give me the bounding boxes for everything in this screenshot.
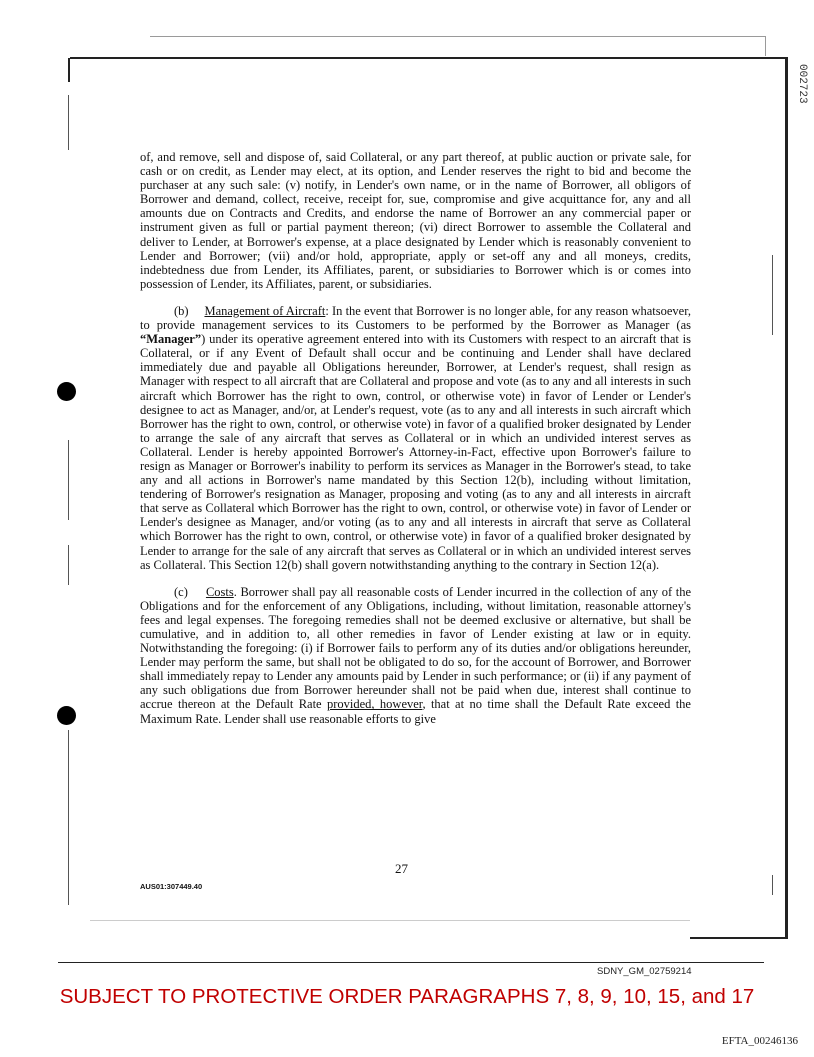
margin-tick — [68, 95, 69, 150]
section-label: (b) — [174, 303, 189, 318]
binder-hole-mark — [57, 706, 76, 725]
margin-tick — [772, 255, 773, 335]
paragraph-text: . Borrower shall pay all reasonable costs of Lender incurred in the collection of any of the Obligations and for the enforcement of any Obligations, including, without limitation, reasonable attorney's fees and legal expenses. The foregoing remedies shall not be deemed exclusive or alternative, but shall be cumulative, and in addition to, all other remedies in favor of Lender existing at law or in equity. Notwithstanding the foregoing: (i) if Borrower fails to perform any of its duties and/or obligations hereunder, Lender may perform the same, but shall not be obligated to do so, for the account of Borrower, and Borrower shall immediately repay to Lender any amounts paid by Lender in such performance; or (ii) if any payment of any such obligations due from Borrower hereunder shall not be paid when due, interest shall continue to accrue thereon at the Default Rate — [140, 584, 692, 712]
document-code: AUS01:307449.40 — [140, 882, 203, 891]
section-label: (c) — [174, 584, 188, 599]
document-body — [140, 150, 691, 739]
section-heading: Costs — [205, 584, 234, 599]
scan-frame-right — [785, 57, 788, 939]
footer-rule — [58, 962, 764, 963]
scan-right-edge-top — [765, 36, 766, 56]
margin-tick — [68, 440, 69, 520]
paragraph-remedies-continued: of, and remove, sell and dispose of, said Collateral, or any part thereof, at public auction or private sale, for cash or on credit, as Lender may elect, at its option, and Lender reserves the right to bid and become the purchaser at any such sale: (v) notify, in Lender's own name, or in the name of Borrower, all obligors of Borrower and demand, collect, receive, receipt for, sue, compromise and give acquittance for, any and all amounts due on Contracts and Credits, and endorse the name of Borrower an any commercial paper or instrument given as full or partial payment thereon; (vi) direct Borrower to assemble the Collateral and deliver to Lender, at Borrower's expense, at a place designated by Lender which is reasonably convenient to Lender and Borrower; (vii) and/or hold, appropriate, apply or set-off any and all moneys, credits, indebtedness due from Lender, its Affiliates, parent, or subsidiaries to Borrower which is or comes into possession of Lender, its Affiliates, parent, or subsidiaries. — [140, 150, 691, 291]
scan-frame-bottom — [690, 937, 787, 939]
margin-tick — [68, 730, 69, 905]
binder-hole-mark — [57, 382, 76, 401]
proviso-term: provided, however — [326, 697, 423, 712]
margin-tick — [772, 875, 773, 895]
bates-number: SDNY_GM_02759214 — [597, 966, 692, 977]
paragraph-text: : In the event that Borrower is no longer able, for any reason whatsoever, to provide management services to its Customers to be performed by the Borrower as Manager (as — [140, 303, 691, 333]
paragraph-text: ) under its operative agreement entered into with its Customers with respect to an aircraft that is Collateral, or if any Event of Default shall occur and be continuing and Lender shall have declared immediately due and payable all Obligations hereunder, Borrower, at Lender's request, shall resign as Manager with respect to all aircraft that are Collateral and propose and vote (as to any and all interests in such aircraft which Borrower has the right to own, control, or otherwise vote) in favor of Lender or Lender's designee to act as Manager, and/or, at Lender's request, vote (as to any and all interests in such aircraft which Borrower has the right to own, control, or otherwise vote) in favor of a qualified broker designated by Lender to arrange the sale of any aircraft that serves as Collateral or in which an undivided interest serves as Collateral. Lender is hereby appointed Borrower's Attorney-in-Fact, effective upon Borrower's failure to resign as Manager or Borrower's inability to perform its services as Manager in the Borrower's stead, to take any and all actions in Borrower's name mandated by this Section 12(b), including without limitation, tendering of Borrower's resignation as Manager, proposing and voting (as to any and all interests in aircraft that serve as Collateral which Borrower has the right to own, control, or otherwise vote) in favor of Lender or Lender's designee as Manager, and/or voting (as to any and all interests in aircraft that serve as Collateral which Borrower has the right to own, control, or otherwise vote) in favor of a qualified broker designated by Lender to arrange for the sale of any aircraft that serves as Collateral or in which an undivided interest serves as Collateral. This Section 12(b) shall govern notwithstanding anything to the contrary in Section 12(a). — [140, 332, 691, 572]
scan-frame-top — [70, 57, 786, 59]
scan-top-edge — [150, 36, 765, 37]
paragraph-text: , that at no time shall the Default Rate exceed the Maximum Rate. Lender shall use reasonable efforts to give — [140, 697, 691, 726]
scan-bottom-faint — [90, 920, 690, 921]
page-stamp: 002723 — [796, 64, 808, 104]
protective-order-banner: SUBJECT TO PROTECTIVE ORDER PARAGRAPHS 7, 8, 9, 10, 15, and 17 — [59, 985, 755, 1008]
page-number: 27 — [395, 861, 408, 876]
paragraph-management-of-aircraft — [140, 304, 691, 572]
margin-tick — [68, 545, 69, 585]
defined-term: “Manager” — [140, 332, 202, 347]
scan-frame-left — [68, 58, 70, 82]
paragraph-costs — [140, 585, 691, 726]
section-heading: Management of Aircraft — [204, 303, 326, 318]
efta-number: EFTA_00246136 — [721, 1035, 798, 1047]
